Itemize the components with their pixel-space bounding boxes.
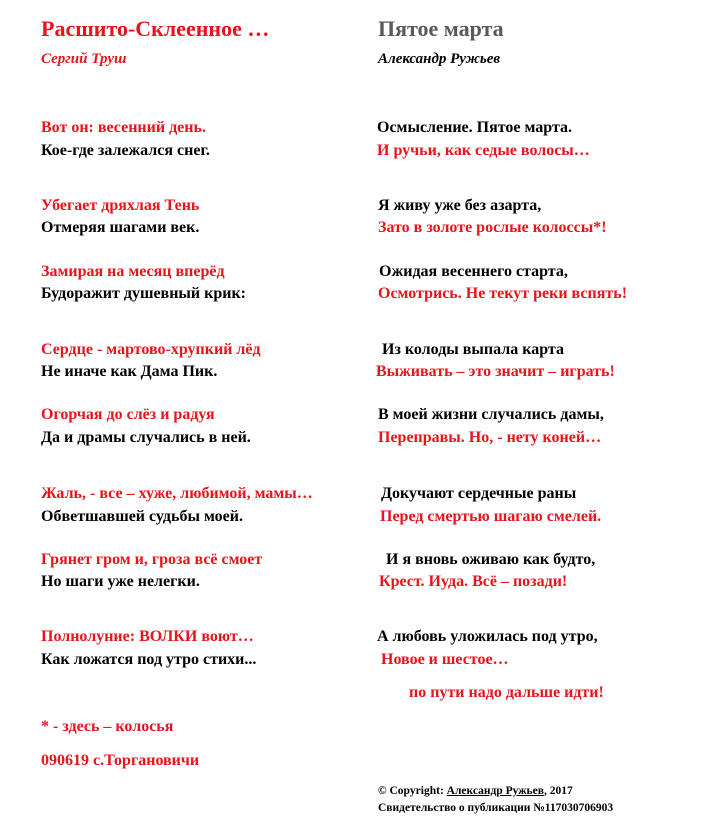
left-stanza-6-line-2: Обветшавшей судьбы моей. (41, 508, 243, 525)
left-stanza-7-line-2: Но шаги уже нелегки. (41, 573, 200, 590)
left-stanza-4-line-2: Не иначе как Дама Пик. (41, 363, 218, 380)
right-stanza-8-line-2: Новое и шестое… (381, 651, 509, 668)
left-title: Расшито-Склеенное … (41, 16, 270, 41)
date-place: 090619 с.Торгановичи (41, 752, 200, 769)
closing-line: по пути надо дальше идти! (409, 684, 604, 701)
right-stanza-5-line-2: Переправы. Но, - нету коней… (378, 429, 602, 446)
right-stanza-7-line-1: И я вновь оживаю как будто, (386, 551, 596, 568)
copyright-author-link[interactable]: Александр Ружьев (446, 785, 544, 797)
copyright-line (378, 785, 573, 797)
left-stanza-1-line-2: Кое-где залежался снег. (41, 142, 210, 159)
right-author: Александр Ружьев (378, 51, 501, 67)
right-stanza-3-line-2: Осмотрись. Не текут реки вспять! (378, 285, 628, 302)
copyright-year: , 2017 (543, 785, 573, 797)
left-stanza-3-line-2: Будоражит душевный крик: (41, 285, 246, 302)
right-title: Пятое марта (378, 16, 504, 41)
left-author: Сергий Труш (41, 51, 127, 67)
publication-certificate: Свидетельство о публикации №117030706903 (378, 802, 614, 814)
right-stanza-2-line-2: Зато в золоте рослые колоссы*! (378, 219, 607, 236)
right-stanza-7-line-2: Крест. Иуда. Всё – позади! (379, 573, 568, 590)
left-stanza-3-line-1: Замирая на месяц вперёд (41, 263, 225, 280)
left-stanza-4-line-1: Сердце - мартово-хрупкий лёд (41, 341, 261, 358)
right-stanza-1-line-2: И ручьи, как седые волосы… (377, 142, 590, 159)
left-stanza-8-line-2: Как ложатся под утро стихи... (41, 651, 257, 668)
right-stanza-6-line-1: Докучают сердечные раны (381, 485, 577, 502)
left-stanza-6-line-1: Жаль, - все – хуже, любимой, мамы… (41, 485, 313, 502)
right-stanza-3-line-1: Ожидая весеннего старта, (379, 263, 568, 280)
right-stanza-1-line-1: Осмысление. Пятое марта. (377, 119, 573, 136)
left-stanza-7-line-1: Грянет гром и, гроза всё смоет (41, 551, 263, 568)
copyright-prefix: © Copyright: (378, 785, 447, 797)
right-stanza-4-line-1: Из колоды выпала карта (382, 341, 564, 358)
left-stanza-8-line-1: Полнолуние: ВОЛКИ воют… (41, 628, 254, 645)
right-stanza-5-line-1: В моей жизни случались дамы, (378, 406, 604, 423)
right-stanza-2-line-1: Я живу уже без азарта, (378, 197, 542, 214)
left-stanza-1-line-1: Вот он: весенний день. (41, 119, 206, 136)
left-stanza-5-line-1: Огорчая до слёз и радуя (41, 406, 215, 423)
left-stanza-5-line-2: Да и драмы случались в ней. (41, 429, 251, 446)
right-stanza-4-line-2: Выживать – это значит – играть! (376, 363, 615, 380)
right-stanza-8-line-1: А любовь уложилась под утро, (377, 628, 598, 645)
left-stanza-2-line-1: Убегает дряхлая Тень (41, 197, 200, 214)
left-stanza-2-line-2: Отмеряя шагами век. (41, 219, 200, 236)
right-stanza-6-line-2: Перед смертью шагаю смелей. (380, 508, 602, 525)
footnote: * - здесь – колосья (41, 718, 174, 735)
